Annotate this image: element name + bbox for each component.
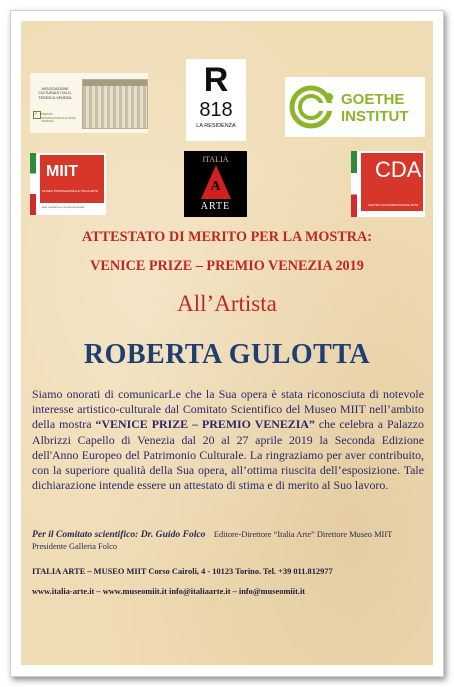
- signature-role: Editore-Direttore “Italia Arte” Direttore Museo MIIT Presidente Galleria Folco: [32, 530, 393, 551]
- miit-sub2: arte moderna e contemporanea: [42, 205, 85, 209]
- goethe-mark-icon: [289, 83, 337, 131]
- italia-arte-logo: [184, 151, 247, 217]
- body-part-1: Siamo onorati di comunicarLe che la Sua opera è stata riconosciuta di notevole interesse artistico-culturale dal Comitato Scientifico del Museo MIIT nell’ambito della mostra: [32, 387, 424, 432]
- signature-block: [32, 529, 424, 553]
- miit-logo: [30, 153, 106, 215]
- goethe-line2: INSTITUT: [341, 108, 409, 125]
- address-line: ITALIA ARTE – MUSEO MIIT Corso Cairoli, 4 - 10123 Torino. Tel. +39 011.812977: [32, 567, 333, 576]
- cda-letters: CDA: [375, 157, 422, 182]
- cda-sub: CENTRO DOCUMENTAZIONE ARTE: [367, 203, 419, 207]
- dedication: All’Artista: [177, 291, 277, 316]
- check-icon: ✓: [33, 111, 41, 119]
- associazione-name: ASSOCIAZIONE CULTURALE ITALO-TEDESCA VENEZIA: [38, 87, 72, 100]
- italia-arte-bottom: ARTE: [200, 201, 231, 212]
- artist-name: ROBERTA GULOTTA: [83, 339, 371, 370]
- associazione-sub: PREMIO INTERNAZIONALE ARTE VENEZIA: [41, 112, 76, 124]
- heading-line-1: ATTESTATO DI MERITO PER LA MOSTRA:: [82, 229, 372, 245]
- la-residenza-logo: [186, 59, 246, 141]
- residenza-subtitle: LA RESIDENZA: [196, 123, 236, 129]
- goethe-line1: GOETHE: [341, 91, 405, 108]
- italia-arte-top: ITALIA: [202, 155, 229, 164]
- certificate-parchment: [21, 21, 433, 665]
- residenza-number: 818: [199, 99, 233, 121]
- goethe-institut-logo: [285, 77, 425, 137]
- miit-name: MIIT: [46, 163, 78, 180]
- palazzo-image: [82, 79, 148, 129]
- miit-sub: MUSEO INTERNAZIONALE ITALIA ARTE: [42, 189, 99, 193]
- heading-line-2: VENICE PRIZE – PREMIO VENEZIA 2019: [90, 258, 364, 274]
- signature-label: Per il Comitato scientifico: Dr. Guido Folco: [32, 529, 206, 540]
- body-part-2: che celebra a Palazzo Albrizzi Capello di Venezia dal 20 al 27 aprile 2019 la Seconda Edizione dell'Anno Europeo del Patrimonio Culturale. La ringraziamo per aver contribuito, con la superiore qualità della Sua opera, all’ottima riuscita dell’esposizione. Tale dichiarazione intende essere un attestato di stima e di merito al Suo lavoro.: [32, 417, 424, 493]
- websites-line: www.italia-arte.it – www.museomiit.it info@italiaarte.it – info@museomiit.it: [32, 587, 306, 596]
- certificate-body: [32, 387, 424, 493]
- italian-flag-bar: [30, 153, 36, 215]
- associazione-logo: [30, 73, 148, 133]
- cda-logo: [351, 151, 425, 217]
- residenza-letter: R: [203, 61, 229, 99]
- exhibition-title: “VENICE PRIZE – PREMIO VENEZIA”: [95, 417, 315, 432]
- italia-arte-mark: A: [210, 179, 221, 194]
- italian-flag-bar: [351, 151, 357, 217]
- goethe-name: [341, 91, 409, 125]
